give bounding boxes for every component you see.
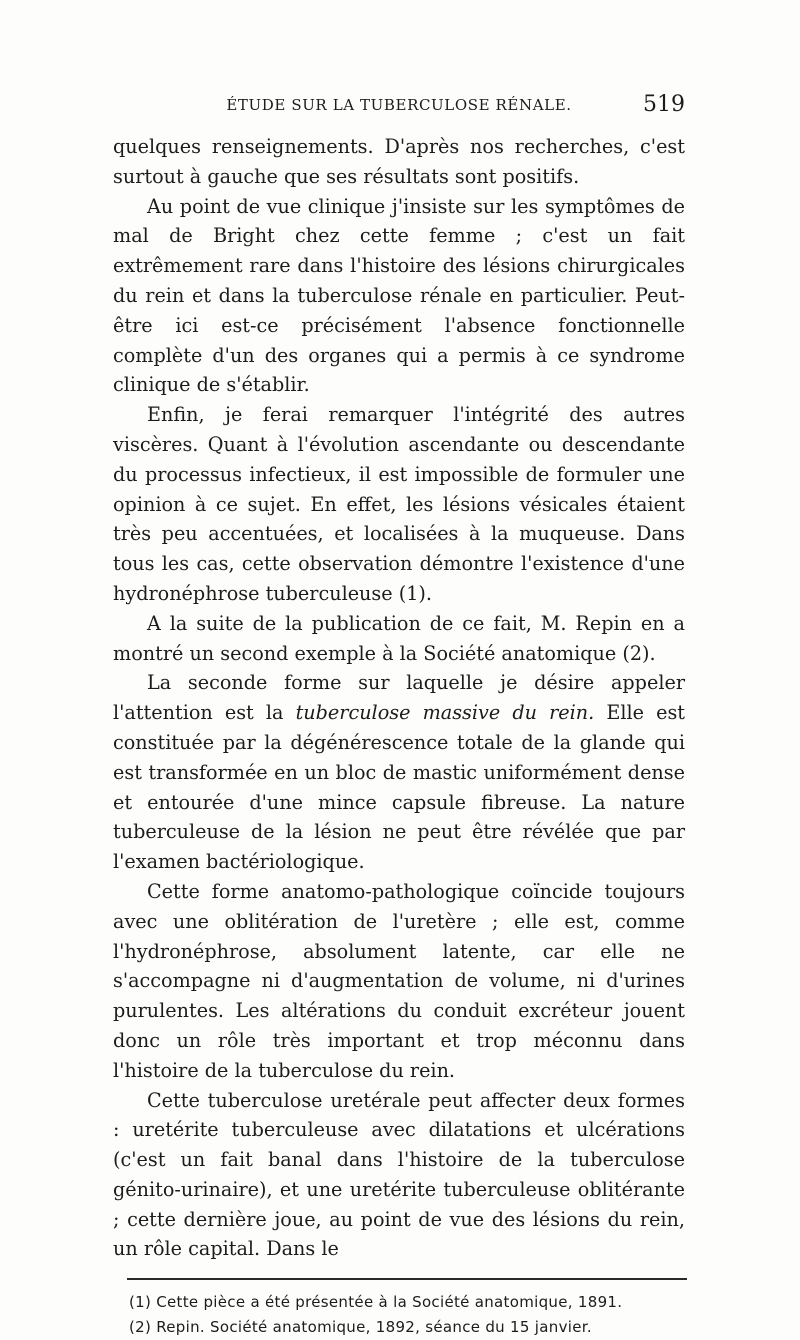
paragraph: Cette tuberculose uretérale peut affecter deux formes : uretérite tuberculeuse avec dilatations et ulcérations (c'est un fait banal dans l'histoire de la tuberculose génito-urinaire), et une uretérite tuberculeuse oblitérante ; cette dernière joue, au point de vue des lésions du rein, un rôle capital. Dans le <box>113 1088 685 1261</box>
page-number: 519 <box>643 92 685 117</box>
paragraph-text: La seconde forme sur laquelle je désire appeler l'attention est la <box>113 671 685 725</box>
book-page <box>113 92 685 1340</box>
footnotes <box>113 1290 685 1340</box>
paragraph: Enfin, je ferai remarquer l'intégrité des autres viscères. Quant à l'évolution ascendante ou descendante du processus infectieux, il est impossible de formuler une opinion à ce sujet. En effet, les lésions vésicales étaient très peu accentuées, et localisées à la muqueuse. Dans tous les cas, cette observation démontre l'existence d'une hydronéphrose tuberculeuse (1). <box>113 403 685 605</box>
footnote: (2) Repin. Société anatomique, 1892, séance du 15 janvier. <box>129 1318 592 1337</box>
footnote: (1) Cette pièce a été présentée à la Société anatomique, 1891. <box>129 1293 623 1312</box>
paragraph: quelques renseignements. D'après nos recherches, c'est surtout à gauche que ses résultats sont positifs. <box>113 135 685 188</box>
running-head: ÉTUDE SUR LA TUBERCULOSE RÉNALE. <box>226 96 572 114</box>
italic-term: tuberculose massive du rein. <box>295 701 595 725</box>
paragraph: Au point de vue clinique j'insiste sur les symptômes de mal de Bright chez cette femme ; c'est un fait extrêmement rare dans l'histoire des lésions chirurgicales du rein et dans la tuberculose rénale en particulier. Peut-être ici est-ce précisément l'absence fonctionnelle complète d'un des organes qui a permis à ce syndrome clinique de s'établir. <box>113 194 685 397</box>
paragraph <box>113 668 685 877</box>
body-text <box>113 132 685 1264</box>
page-header <box>113 92 685 132</box>
footnote-divider <box>127 1278 687 1280</box>
paragraph-text: Elle est constituée par la dégénérescence totale de la glande qui est transformée en un bloc de mastic uniformément dense et entourée d'une mince capsule fibreuse. La nature tuberculeuse de la lésion ne peut être révélée que par l'examen bactériologique. <box>113 701 685 874</box>
paragraph: A la suite de la publication de ce fait, M. Repin en a montré un second exemple à la Société anatomique (2). <box>113 611 685 665</box>
paragraph: Cette forme anatomo-pathologique coïncide toujours avec une oblitération de l'uretère ; elle est, comme l'hydronéphrose, absolument latente, car elle ne s'accompagne ni d'augmentation de volume, ni d'urines purulentes. Les altérations du conduit excréteur jouent donc un rôle très important et trop méconnu dans l'histoire de la tuberculose du rein. <box>113 879 685 1082</box>
